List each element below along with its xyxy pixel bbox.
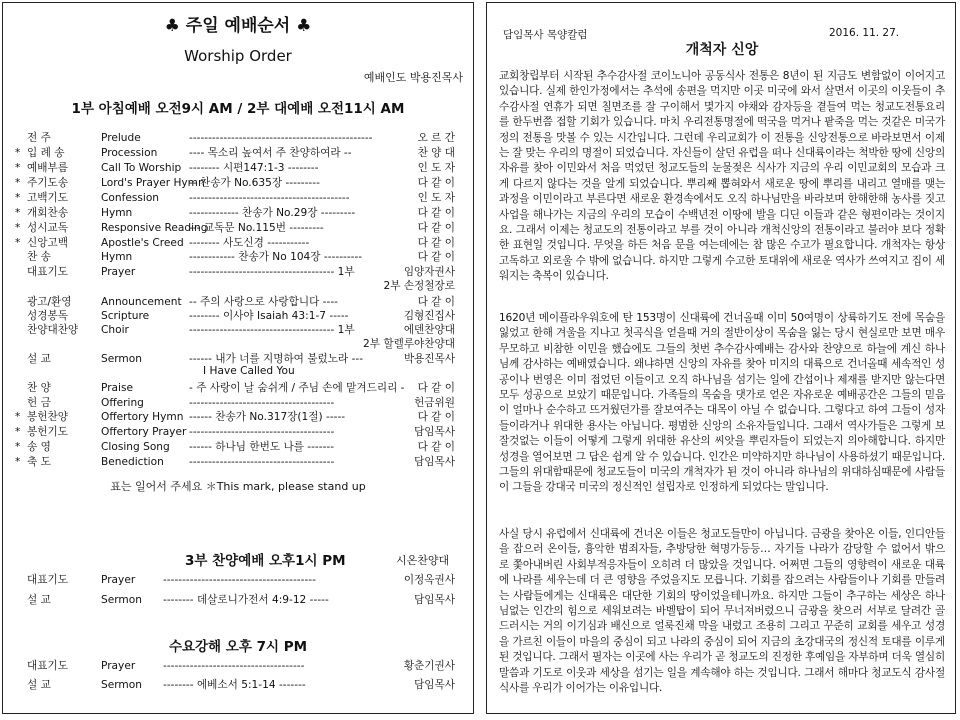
- item-leader: 담임목사: [414, 594, 455, 606]
- order-row: [3, 236, 473, 251]
- item-detail: ------ 내가 너를 지명하여 불렀노라 ---: [189, 353, 364, 365]
- item-detail: ------------------------------------------: [189, 192, 350, 204]
- item-leader: 담임목사: [414, 679, 455, 691]
- column-name: 담임목사 목양칼럼: [503, 29, 588, 41]
- item-english: Prelude: [101, 132, 141, 144]
- item-name: 개회찬송: [27, 207, 68, 219]
- item-leader: 임양자권사: [403, 266, 455, 278]
- wednesday-heading: 수요강해 오후 7시 PM: [168, 639, 308, 655]
- item-detail: -------------------------------------- 1부: [189, 324, 355, 336]
- item-english: Apostle's Creed: [101, 237, 184, 249]
- item-name: 대표기도: [27, 574, 68, 586]
- sermon-english-title: I Have Called You: [203, 365, 295, 377]
- standing-mark: *: [15, 426, 21, 438]
- item-leader: 인 도 자: [417, 192, 455, 204]
- item-leader: 다 같 이: [417, 177, 455, 189]
- item-detail: -- 주의 사랑으로 사랑합니다 ----: [189, 296, 338, 308]
- item-english: Choir: [101, 324, 129, 336]
- item-detail: --- 교독문 No.115번 ---------: [189, 222, 324, 234]
- item-leader: 헌금위원: [414, 397, 455, 409]
- item-name: 전 주: [27, 132, 51, 144]
- item-english: Prayer: [101, 266, 136, 278]
- item-leader: 황춘기권사: [403, 660, 455, 672]
- third-service-choir: 시온찬양대: [396, 554, 450, 567]
- item-name: 설 교: [27, 594, 51, 606]
- item-detail: ------------------------------------------------: [189, 132, 373, 144]
- item-name: 찬양대찬양: [27, 324, 79, 336]
- item-name: 신앙고백: [27, 237, 68, 249]
- choir-second-leader: 2부 할렐루야찬양대: [363, 338, 455, 350]
- item-english: Scripture: [101, 310, 150, 322]
- standing-mark: *: [15, 411, 21, 423]
- column-title: 개척자 신앙: [685, 42, 759, 58]
- item-detail: -------------------------------------: [163, 660, 305, 672]
- item-detail: -------- 데살로니가전서 4:9-12 -----: [163, 594, 329, 606]
- item-detail: ------ 하나님 한번도 나를 -------: [189, 441, 335, 453]
- item-detail: -- 찬송가 No.635장 ---------: [189, 177, 320, 189]
- order-row: [3, 410, 473, 425]
- item-detail: -------- 에베소서 5:1-14 -------: [163, 679, 306, 691]
- item-english: Hymn: [101, 251, 133, 263]
- order-row: [3, 131, 473, 146]
- item-name: 봉헌기도: [27, 426, 68, 438]
- item-detail: ------ 찬송가 No.317장(1절) -----: [189, 411, 346, 423]
- item-english: Responsive Reading: [101, 222, 208, 234]
- order-row: [3, 678, 473, 693]
- stand-note: 표는 일어서 주세요 ＊This mark, please stand up: [110, 480, 366, 493]
- item-english: Prayer: [101, 660, 136, 672]
- item-name: 성경봉독: [27, 310, 68, 322]
- main-service-heading: 1부 아침예배 오전9시 AM / 2부 대예배 오전11시 AM: [71, 101, 405, 117]
- item-name: 설 교: [27, 679, 51, 691]
- item-name: 봉헌찬양: [27, 411, 68, 423]
- item-leader: 다 같 이: [417, 441, 455, 453]
- item-english: Praise: [101, 382, 134, 394]
- standing-mark: *: [15, 177, 21, 189]
- worship-order-page: [2, 2, 474, 714]
- item-detail: ------------- 찬송가 No.29장 ---------: [189, 207, 356, 219]
- item-name: 축 도: [27, 456, 51, 468]
- order-row: [3, 146, 473, 161]
- item-name: 광고/환영: [27, 296, 72, 308]
- standing-mark: *: [15, 222, 21, 234]
- item-detail: -------------------------------------- 1부: [189, 266, 355, 278]
- item-english: Procession: [101, 147, 158, 159]
- item-detail: ---- 목소리 높여서 주 찬양하여라 --: [189, 147, 352, 159]
- item-english: Offering: [101, 397, 144, 409]
- item-english: Sermon: [101, 353, 142, 365]
- item-name: 성시교독: [27, 222, 68, 234]
- item-detail: -------- 이사야 Isaiah 43:1-7 -----: [189, 310, 349, 322]
- item-leader: 이정옥권사: [403, 574, 455, 586]
- item-detail: - 주 사랑이 날 숨쉬게 / 주님 손에 맡겨드리리 -: [189, 382, 405, 394]
- pastor-column-page: [486, 2, 956, 714]
- item-leader: 에덴찬양대: [403, 324, 455, 336]
- prayer-second-leader: 2부 손정철장로: [383, 280, 455, 292]
- order-row: [3, 455, 473, 470]
- item-leader: 담임목사: [414, 456, 455, 468]
- order-row: [3, 593, 473, 608]
- item-english: Benediction: [101, 456, 164, 468]
- item-name: 송 영: [27, 441, 51, 453]
- item-leader: 다 같 이: [417, 222, 455, 234]
- standing-mark: *: [15, 441, 21, 453]
- order-row: [3, 659, 473, 674]
- item-detail: -------- 시편147:1-3 --------: [189, 162, 319, 174]
- page-title: ♣ 주일 예배순서 ♣: [164, 16, 312, 36]
- standing-mark: *: [15, 147, 21, 159]
- item-english: Lord's Prayer Hymn: [101, 177, 205, 189]
- order-row: [3, 191, 473, 206]
- item-english: Prayer: [101, 574, 136, 586]
- order-row: [3, 425, 473, 440]
- standing-mark: *: [15, 237, 21, 249]
- item-name: 입 례 송: [27, 147, 65, 159]
- item-name: 대표기도: [27, 266, 68, 278]
- item-leader: 다 같 이: [417, 382, 455, 394]
- item-detail: --------------------------------------: [189, 456, 335, 468]
- page-subtitle: Worship Order: [184, 47, 292, 65]
- item-name: 설 교: [27, 353, 51, 365]
- item-name: 찬 양: [27, 382, 51, 394]
- order-row: [3, 176, 473, 191]
- order-row: [3, 396, 473, 411]
- item-english: Call To Worship: [101, 162, 182, 174]
- item-name: 대표기도: [27, 660, 68, 672]
- item-leader: 담임목사: [414, 426, 455, 438]
- item-english: Confession: [101, 192, 160, 204]
- item-detail: --------------------------------------: [189, 397, 335, 409]
- column-paragraph-3: 사실 당시 유럽에서 신대륙에 건너온 이들은 청교도들만이 아닙니다. 금광을 찾아온 이들, 인디안들을 잡으러 온이들, 흉악한 범죄자들, 추방당한 혁명가등등… 자기들 나라가 감당할 수 없어서 밖으로 쫓아내버린 사회부적응자들이 오히려 더 많았을 것입니다. 어쩌면 그들의 영향력이 새로운 대륙에 나라를 세우는데 더 큰 영향을 주었을지도 모릅니다. 기회를 잡으려는 사람들이나 기회를 만들려는 사람들에게는 신대륙은 대단한 기회의 땅이었을테니까요. 하지만 그들이 추구하는 세상은 하나님없는 인간의 힘으로 세워보려는 바벨탑이 되어 무너져버렸으니 금광을 찾으러 서부로 달려간 골드러시는 거의 이기심과 배신으로 얼룩진채 막을 내렸고 조용히 그리고 꾸준히 교회를 세우고 성경을 가르친 이들이 마을의 중심이 되고 나라의 중심이 되어 지금의 초강대국의 정신적 토대를 이루게 된 것입니다. 그래서 필자는 이곳에 사는 우리가 곧 청교도의 진정한 후예임을 자부하며 더욱 열심히 말씀과 기도로 이웃과 세상을 섬기는 일을 계속해야 하는 것입니다. 그래서 해마다 청교도식 감사절 식사를 우리가 이어가는 이유입니다.: [499, 528, 945, 695]
- item-leader: 김형진집사: [403, 310, 455, 322]
- standing-mark: *: [15, 192, 21, 204]
- item-detail: -------- 사도신경 -----------: [189, 237, 310, 249]
- item-detail: --------------------------------------: [189, 426, 335, 438]
- order-row: [3, 161, 473, 176]
- item-detail: ------------ 찬송가 No 104장 ----------: [189, 251, 363, 263]
- item-name: 예배부름: [27, 162, 68, 174]
- standing-mark: *: [15, 456, 21, 468]
- item-leader: 다 같 이: [417, 251, 455, 263]
- item-leader: 인 도 자: [417, 162, 455, 174]
- standing-mark: *: [15, 207, 21, 219]
- item-english: Hymn: [101, 207, 133, 219]
- third-service-heading: 3부 찬양예배 오후1시 PM: [185, 553, 346, 569]
- item-name: 헌 금: [27, 397, 51, 409]
- standing-mark: *: [15, 162, 21, 174]
- item-name: 찬 송: [27, 251, 51, 263]
- presider: 예배인도 박용진목사: [363, 71, 463, 84]
- column-paragraph-1: 교회창립부터 시작된 추수감사절 코이노니아 공동식사 전통은 8년이 된 지금도 변함없이 이어지고 있습니다. 실제 한인가정에서는 추석에 송편을 먹지만 이곳 미국에 와서 살면서 이곳의 이웃들이 추수감사절 연휴가 되면 칠면조를 잘 구이해서 몇가지 야채와 감자등을 곁들여 먹는 청교도전통요리를 한두번쯤 접할 기회가 있습니다. 마치 우리전통명절에 떡국을 먹거나 팥죽을 먹는 것같은 미국가정의 전통을 맛볼 수 있는 시간입니다. 그런데 우리교회가 이 전통을 신앙전통으로 바라보면서 이제는 잘 맞는 우리의 명절이 되었습니다. 자신들이 살던 유럽을 떠나 신대륙이라는 척박한 땅에 신앙의 자유를 찾아 이민와서 처음 먹었던 청교도들의 눈물젖은 식사가 지금의 우리 이민교회의 모습과 크게 다르지 않다는 것을 알게 되었습니다. 뿌리째 뽑혀와서 새로운 땅에 뿌리를 내리고 열매를 맺는 과정을 이민이라고 부른다면 새로운 환경속에서도 오직 하나님만을 바라보며 한해한해 농사를 짓고 사업을 해나가는 지금의 우리의 모습이 수백년전 이땅에 발을 디딘 이들과 같은 형편이라는 것이지요. 그래서 이제는 청교도의 전통이라고 부를 것이 아니라 개척신앙의 전통이라고 불러야 보다 정확한 표현일 것입니다. 무엇을 하든 처음 문을 여는데에는 참 많은 수고가 필요합니다. 개척자는 항상 고독하고 외로울 수 밖에 없습니다. 하지만 그렇게 수고한 토대위에 새로운 역사가 쓰여지고 집이 세워지는 축복이 있습니다.: [499, 70, 945, 283]
- order-row: [3, 381, 473, 396]
- order-row: [3, 440, 473, 455]
- item-english: Offertory Hymn: [101, 411, 184, 423]
- column-paragraph-2: 1620년 메이플라우워호에 탄 153명이 신대륙에 건너올때 이미 50여명이 상륙하기도 전에 목숨을 잃었고 한해 겨울을 지나고 첫곡식을 얻을때 거의 절반이상이 목숨을 잃는 당시 현실로만 보면 매우 무모하고 비참한 이민을 했습에도 그들의 첫번 추수감사예배는 감사와 찬양으로 하늘에 계신 하나님께 감사하는 예배였습니다. 왜냐하면 신앙의 자유를 찾아 미지의 대륙으로 건너올때 세속적인 성공이나 번영은 이미 접었던 이들이고 오직 하나님을 섬기는 일에 간섭이나 제재를 받지만 않는다면 모두 성공으로 보았기 때문입니다. 가족들의 목숨을 댓가로 얻은 자유로운 예배공간은 그들의 믿음이 얼마나 순수하고 뜨거웠던가를 잘보여주는 대목이 아닐 수 없습니다. 그렇다고 하여 그들이 성자들이라거나 위대한 용사는 아닙니다. 평범한 신앙의 소유자들입니다. 그래서 역사가들은 그렇게 보잘것없는 이들이 어떻게 그렇게 위대한 유산의 씨앗을 뿌린자들이 되었는지 의아해합니다. 하지만 성경을 열어보면 그 답은 쉽게 알 수 있습니다. 인간은 미약하지만 하나님이 사용하셨기 때문입니다. 그들의 위대함때문에 청교도들이 미국의 개척자가 된 것이 아니라 하나님의 위대하심때문에 사람들이 그들을 강대국 미국의 정신적인 설립자로 인정하게 되었다는 말입니다.: [499, 312, 945, 494]
- item-name: 주기도송: [27, 177, 68, 189]
- item-leader: 박용진목사: [403, 353, 455, 365]
- item-english: Offertory Prayer: [101, 426, 187, 438]
- item-english: Announcement: [101, 296, 182, 308]
- item-english: Sermon: [101, 594, 142, 606]
- item-english: Sermon: [101, 679, 142, 691]
- item-english: Closing Song: [101, 441, 170, 453]
- item-leader: 오 르 간: [417, 132, 455, 144]
- column-date: 2016. 11. 27.: [829, 27, 900, 39]
- item-leader: 다 같 이: [417, 207, 455, 219]
- order-row: [3, 295, 473, 310]
- item-leader: 다 같 이: [417, 296, 455, 308]
- item-detail: ----------------------------------------: [163, 574, 316, 586]
- order-row: [3, 221, 473, 236]
- item-leader: 다 같 이: [417, 237, 455, 249]
- order-row: [3, 206, 473, 221]
- item-name: 고백기도: [27, 192, 68, 204]
- order-row: [3, 309, 473, 324]
- order-row: [3, 573, 473, 588]
- item-leader: 찬 양 대: [417, 147, 455, 159]
- item-leader: 다 같 이: [417, 411, 455, 423]
- order-row: [3, 250, 473, 265]
